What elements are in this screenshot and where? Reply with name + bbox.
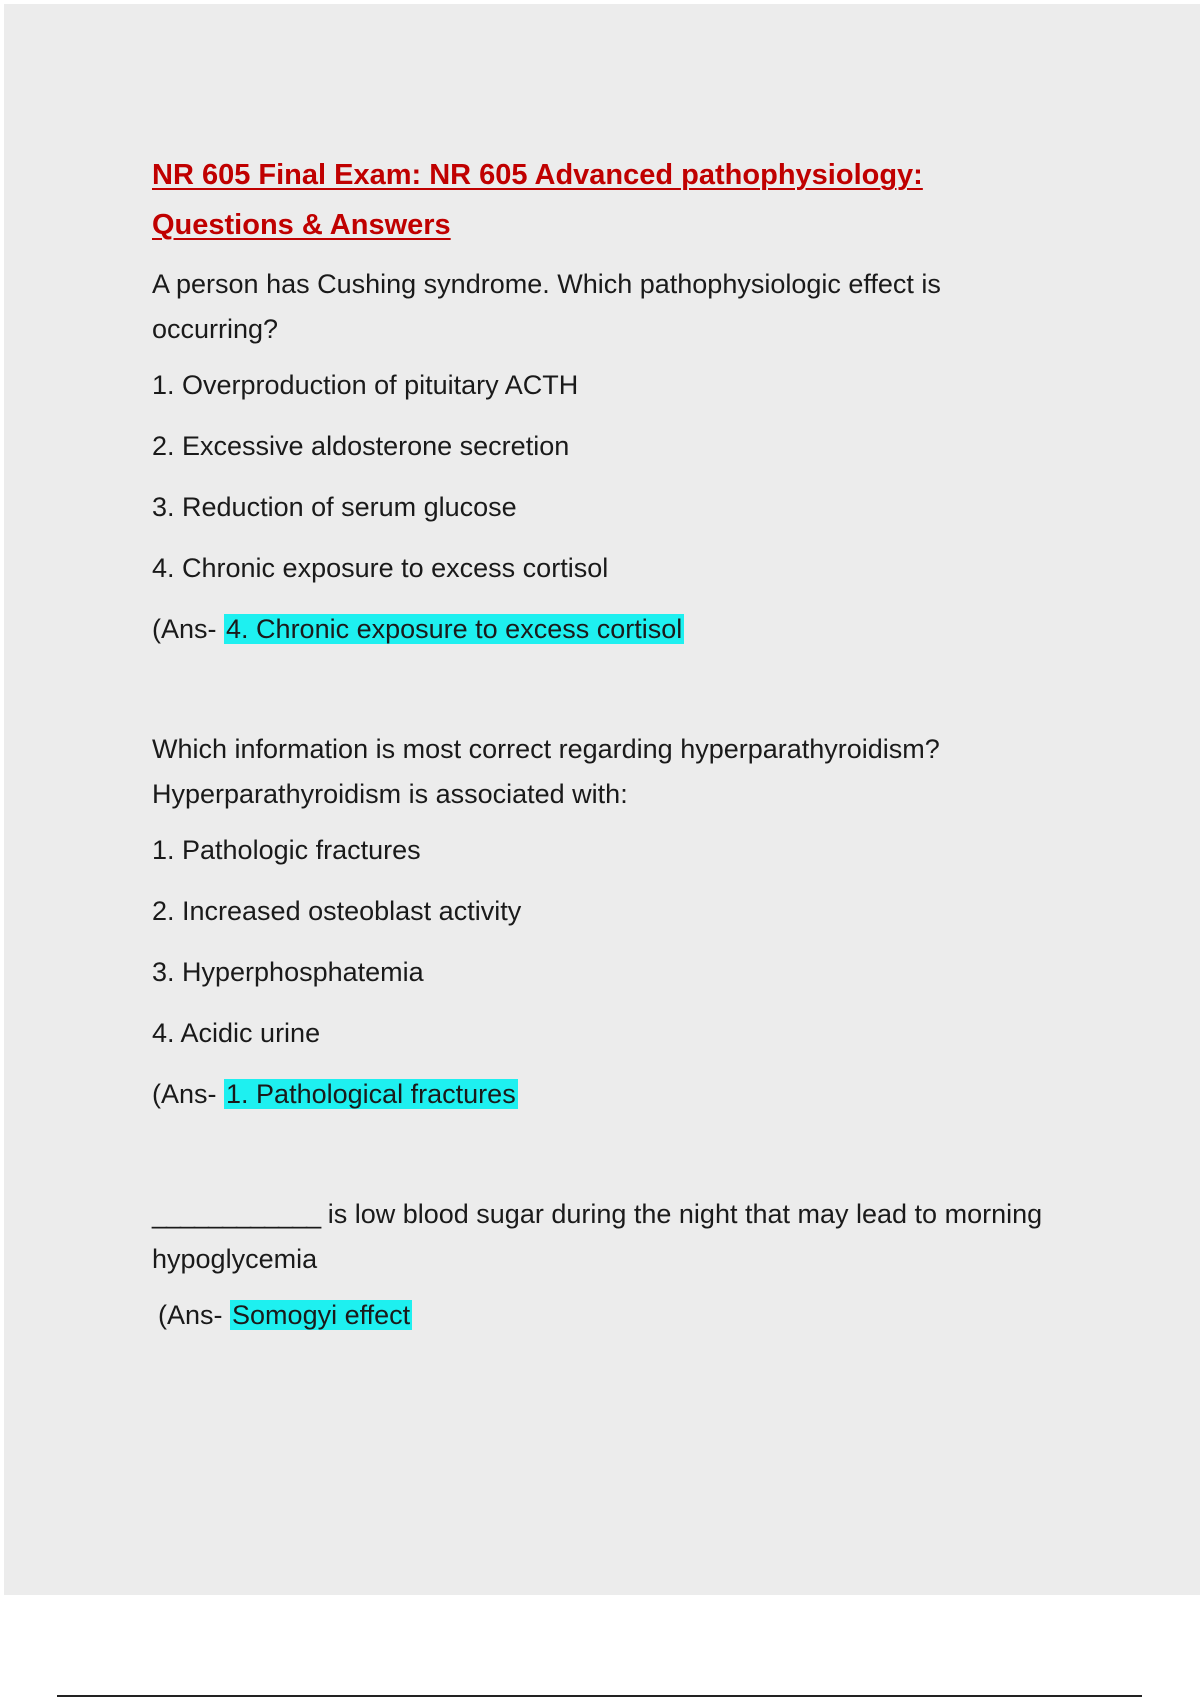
answer-line [152, 611, 1052, 647]
question-text: Which information is most correct regarding hyperparathyroidism? Hyperparathyroidism is associated with: [152, 734, 940, 809]
question-text: A person has Cushing syndrome. Which pathophysiologic effect is occurring? [152, 269, 941, 344]
answer-prefix: (Ans- [158, 1300, 223, 1330]
option-3: 3. Reduction of serum glucose [152, 492, 517, 522]
question-block-1 [152, 262, 1052, 647]
option-3: 3. Hyperphosphatemia [152, 957, 424, 987]
document-page [4, 4, 1200, 1595]
answer-prefix: (Ans- [152, 614, 217, 644]
option-2: 2. Increased osteoblast activity [152, 896, 522, 926]
question-text [152, 1192, 1052, 1282]
question-block-2 [152, 727, 1052, 1112]
option-4: 4. Acidic urine [152, 1018, 321, 1048]
option-1: 1. Pathologic fractures [152, 835, 421, 865]
answer-line [152, 1076, 1052, 1112]
document-title [152, 150, 1052, 250]
footer-divider [57, 1695, 1142, 1697]
option-4: 4. Chronic exposure to excess cortisol [152, 553, 609, 583]
title-line-2: Questions & Answers [152, 209, 451, 241]
answer-highlight: 1. Pathological fractures [226, 1079, 516, 1109]
document-content [152, 150, 1052, 1413]
question-block-3 [152, 1192, 1052, 1333]
fill-in-blank: ____________ [152, 1199, 321, 1229]
title-line-1: NR 605 Final Exam: NR 605 Advanced pathophysiology: [152, 159, 923, 191]
answer-highlight: 4. Chronic exposure to excess cortisol [226, 614, 683, 644]
answer-highlight: Somogyi effect [232, 1300, 411, 1330]
question-text-rest: is low blood sugar during the night that may lead to morning hypoglycemia [152, 1199, 1043, 1274]
answer-prefix: (Ans- [152, 1079, 217, 1109]
option-2: 2. Excessive aldosterone secretion [152, 431, 570, 461]
answer-line [152, 1297, 1052, 1333]
option-1: 1. Overproduction of pituitary ACTH [152, 370, 579, 400]
